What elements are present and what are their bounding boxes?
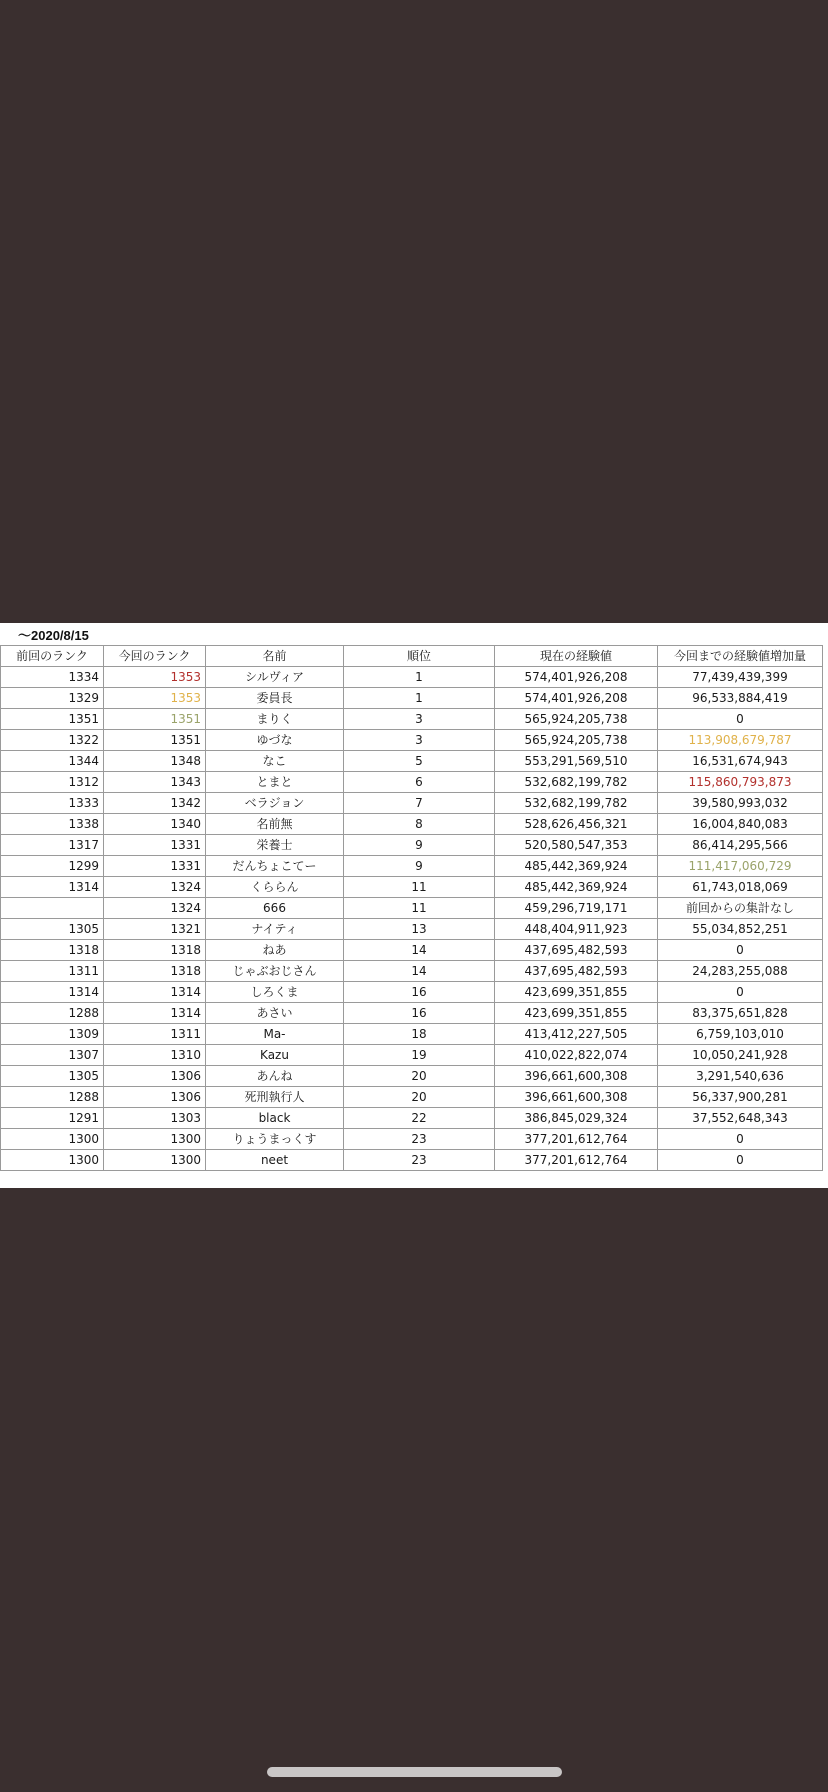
- header-name: 名前: [206, 646, 344, 667]
- cell-current-exp: 532,682,199,782: [495, 793, 658, 814]
- cell-order: 14: [344, 940, 495, 961]
- cell-order: 11: [344, 898, 495, 919]
- cell-order: 16: [344, 1003, 495, 1024]
- cell-previous-rank: 1288: [1, 1087, 104, 1108]
- cell-order: 9: [344, 835, 495, 856]
- table-row: [1, 1108, 823, 1129]
- cell-previous-rank: 1291: [1, 1108, 104, 1129]
- cell-current-rank: 1314: [104, 982, 206, 1003]
- cell-previous-rank: 1314: [1, 877, 104, 898]
- cell-current-rank: 1324: [104, 877, 206, 898]
- cell-previous-rank: 1333: [1, 793, 104, 814]
- table-row: [1, 709, 823, 730]
- cell-previous-rank: 1309: [1, 1024, 104, 1045]
- cell-exp-increase: 6,759,103,010: [658, 1024, 823, 1045]
- ranking-table: [0, 645, 823, 1171]
- cell-exp-increase: 115,860,793,873: [658, 772, 823, 793]
- cell-name: くららん: [206, 877, 344, 898]
- cell-order: 18: [344, 1024, 495, 1045]
- cell-exp-increase: 96,533,884,419: [658, 688, 823, 709]
- cell-current-rank: 1314: [104, 1003, 206, 1024]
- table-row: [1, 772, 823, 793]
- cell-previous-rank: 1305: [1, 919, 104, 940]
- cell-name: black: [206, 1108, 344, 1129]
- cell-current-exp: 386,845,029,324: [495, 1108, 658, 1129]
- table-row: [1, 1066, 823, 1087]
- cell-name: 栄養士: [206, 835, 344, 856]
- cell-current-rank: 1310: [104, 1045, 206, 1066]
- cell-current-exp: 396,661,600,308: [495, 1087, 658, 1108]
- cell-previous-rank: 1307: [1, 1045, 104, 1066]
- cell-exp-increase: 0: [658, 1150, 823, 1171]
- cell-order: 20: [344, 1066, 495, 1087]
- cell-current-rank: 1351: [104, 730, 206, 751]
- sheet-date-title: 〜2020/8/15: [18, 628, 89, 643]
- cell-current-exp: 532,682,199,782: [495, 772, 658, 793]
- cell-current-exp: 565,924,205,738: [495, 730, 658, 751]
- cell-name: 名前無: [206, 814, 344, 835]
- cell-current-rank: 1306: [104, 1066, 206, 1087]
- cell-previous-rank: 1344: [1, 751, 104, 772]
- cell-exp-increase: 16,531,674,943: [658, 751, 823, 772]
- cell-exp-increase: 111,417,060,729: [658, 856, 823, 877]
- cell-previous-rank: 1317: [1, 835, 104, 856]
- cell-current-exp: 410,022,822,074: [495, 1045, 658, 1066]
- cell-current-rank: 1342: [104, 793, 206, 814]
- cell-name: ゆづな: [206, 730, 344, 751]
- table-row: [1, 1024, 823, 1045]
- cell-order: 20: [344, 1087, 495, 1108]
- cell-exp-increase: 113,908,679,787: [658, 730, 823, 751]
- cell-name: なこ: [206, 751, 344, 772]
- cell-name: 委員長: [206, 688, 344, 709]
- cell-previous-rank: 1288: [1, 1003, 104, 1024]
- cell-current-rank: 1318: [104, 961, 206, 982]
- cell-current-rank: 1300: [104, 1150, 206, 1171]
- cell-name: Ma-: [206, 1024, 344, 1045]
- cell-current-exp: 423,699,351,855: [495, 982, 658, 1003]
- cell-exp-increase: 83,375,651,828: [658, 1003, 823, 1024]
- cell-exp-increase: 39,580,993,032: [658, 793, 823, 814]
- cell-name: だんちょこてー: [206, 856, 344, 877]
- cell-current-exp: 423,699,351,855: [495, 1003, 658, 1024]
- ranking-sheet-image[interactable]: [0, 623, 828, 1188]
- table-row: [1, 1087, 823, 1108]
- cell-current-exp: 459,296,719,171: [495, 898, 658, 919]
- cell-current-exp: 485,442,369,924: [495, 856, 658, 877]
- table-row: [1, 1150, 823, 1171]
- cell-current-exp: 437,695,482,593: [495, 961, 658, 982]
- table-row: [1, 688, 823, 709]
- cell-order: 14: [344, 961, 495, 982]
- cell-previous-rank: 1318: [1, 940, 104, 961]
- cell-exp-increase: 10,050,241,928: [658, 1045, 823, 1066]
- cell-order: 23: [344, 1129, 495, 1150]
- cell-exp-increase: 56,337,900,281: [658, 1087, 823, 1108]
- cell-name: とまと: [206, 772, 344, 793]
- cell-order: 23: [344, 1150, 495, 1171]
- table-row: [1, 814, 823, 835]
- cell-order: 5: [344, 751, 495, 772]
- cell-current-rank: 1321: [104, 919, 206, 940]
- cell-order: 1: [344, 667, 495, 688]
- cell-exp-increase: 86,414,295,566: [658, 835, 823, 856]
- cell-current-exp: 448,404,911,923: [495, 919, 658, 940]
- cell-name: まりく: [206, 709, 344, 730]
- cell-current-rank: 1311: [104, 1024, 206, 1045]
- cell-previous-rank: 1299: [1, 856, 104, 877]
- cell-exp-increase: 61,743,018,069: [658, 877, 823, 898]
- cell-previous-rank: 1305: [1, 1066, 104, 1087]
- cell-name: りょうまっくす: [206, 1129, 344, 1150]
- cell-previous-rank: 1334: [1, 667, 104, 688]
- table-row: [1, 730, 823, 751]
- cell-order: 1: [344, 688, 495, 709]
- cell-current-exp: 528,626,456,321: [495, 814, 658, 835]
- cell-order: 8: [344, 814, 495, 835]
- cell-name: しろくま: [206, 982, 344, 1003]
- cell-previous-rank: 1300: [1, 1129, 104, 1150]
- cell-current-rank: 1348: [104, 751, 206, 772]
- home-indicator[interactable]: [267, 1767, 562, 1777]
- cell-current-rank: 1306: [104, 1087, 206, 1108]
- table-row: [1, 1003, 823, 1024]
- table-row: [1, 1129, 823, 1150]
- cell-previous-rank: 1312: [1, 772, 104, 793]
- cell-name: Kazu: [206, 1045, 344, 1066]
- cell-current-rank: 1331: [104, 835, 206, 856]
- cell-current-exp: 377,201,612,764: [495, 1150, 658, 1171]
- cell-current-exp: 565,924,205,738: [495, 709, 658, 730]
- cell-exp-increase: 前回からの集計なし: [658, 898, 823, 919]
- header-order: 順位: [344, 646, 495, 667]
- cell-previous-rank: 1311: [1, 961, 104, 982]
- table-row: [1, 1045, 823, 1066]
- cell-order: 16: [344, 982, 495, 1003]
- cell-exp-increase: 0: [658, 709, 823, 730]
- cell-current-exp: 485,442,369,924: [495, 877, 658, 898]
- cell-current-exp: 396,661,600,308: [495, 1066, 658, 1087]
- cell-previous-rank: 1351: [1, 709, 104, 730]
- cell-order: 22: [344, 1108, 495, 1129]
- table-body: [1, 667, 823, 1171]
- header-current-exp: 現在の経験値: [495, 646, 658, 667]
- cell-current-rank: 1340: [104, 814, 206, 835]
- cell-order: 3: [344, 730, 495, 751]
- cell-current-rank: 1324: [104, 898, 206, 919]
- cell-name: ねあ: [206, 940, 344, 961]
- table-row: [1, 793, 823, 814]
- cell-name: あさい: [206, 1003, 344, 1024]
- cell-previous-rank: 1322: [1, 730, 104, 751]
- cell-name: あんね: [206, 1066, 344, 1087]
- cell-name: シルヴィア: [206, 667, 344, 688]
- cell-order: 19: [344, 1045, 495, 1066]
- cell-current-exp: 413,412,227,505: [495, 1024, 658, 1045]
- cell-exp-increase: 0: [658, 940, 823, 961]
- cell-previous-rank: [1, 898, 104, 919]
- cell-current-exp: 553,291,569,510: [495, 751, 658, 772]
- cell-previous-rank: 1300: [1, 1150, 104, 1171]
- cell-order: 11: [344, 877, 495, 898]
- table-row: [1, 667, 823, 688]
- cell-previous-rank: 1329: [1, 688, 104, 709]
- header-exp-increase: 今回までの経験値増加量: [658, 646, 823, 667]
- cell-name: 死刑執行人: [206, 1087, 344, 1108]
- cell-current-rank: 1353: [104, 667, 206, 688]
- cell-exp-increase: 0: [658, 982, 823, 1003]
- table-row: [1, 856, 823, 877]
- cell-current-rank: 1300: [104, 1129, 206, 1150]
- cell-exp-increase: 3,291,540,636: [658, 1066, 823, 1087]
- table-header-row: [1, 646, 823, 667]
- cell-current-rank: 1331: [104, 856, 206, 877]
- cell-exp-increase: 77,439,439,399: [658, 667, 823, 688]
- table-row: [1, 919, 823, 940]
- cell-name: 666: [206, 898, 344, 919]
- cell-current-rank: 1351: [104, 709, 206, 730]
- header-previous-rank: 前回のランク: [1, 646, 104, 667]
- cell-previous-rank: 1338: [1, 814, 104, 835]
- table-row: [1, 835, 823, 856]
- table-row: [1, 961, 823, 982]
- cell-current-exp: 437,695,482,593: [495, 940, 658, 961]
- cell-exp-increase: 24,283,255,088: [658, 961, 823, 982]
- cell-exp-increase: 37,552,648,343: [658, 1108, 823, 1129]
- cell-order: 3: [344, 709, 495, 730]
- cell-order: 13: [344, 919, 495, 940]
- cell-current-exp: 520,580,547,353: [495, 835, 658, 856]
- cell-current-exp: 574,401,926,208: [495, 688, 658, 709]
- cell-order: 9: [344, 856, 495, 877]
- table-row: [1, 751, 823, 772]
- cell-order: 6: [344, 772, 495, 793]
- table-row: [1, 940, 823, 961]
- cell-current-exp: 574,401,926,208: [495, 667, 658, 688]
- cell-current-rank: 1318: [104, 940, 206, 961]
- cell-current-rank: 1343: [104, 772, 206, 793]
- table-row: [1, 898, 823, 919]
- cell-exp-increase: 55,034,852,251: [658, 919, 823, 940]
- cell-exp-increase: 16,004,840,083: [658, 814, 823, 835]
- cell-current-exp: 377,201,612,764: [495, 1129, 658, 1150]
- cell-current-rank: 1303: [104, 1108, 206, 1129]
- cell-exp-increase: 0: [658, 1129, 823, 1150]
- table-row: [1, 877, 823, 898]
- cell-name: ベラジョン: [206, 793, 344, 814]
- cell-current-rank: 1353: [104, 688, 206, 709]
- cell-name: ナイティ: [206, 919, 344, 940]
- cell-previous-rank: 1314: [1, 982, 104, 1003]
- cell-name: neet: [206, 1150, 344, 1171]
- table-row: [1, 982, 823, 1003]
- cell-order: 7: [344, 793, 495, 814]
- header-current-rank: 今回のランク: [104, 646, 206, 667]
- cell-name: じゃぶおじさん: [206, 961, 344, 982]
